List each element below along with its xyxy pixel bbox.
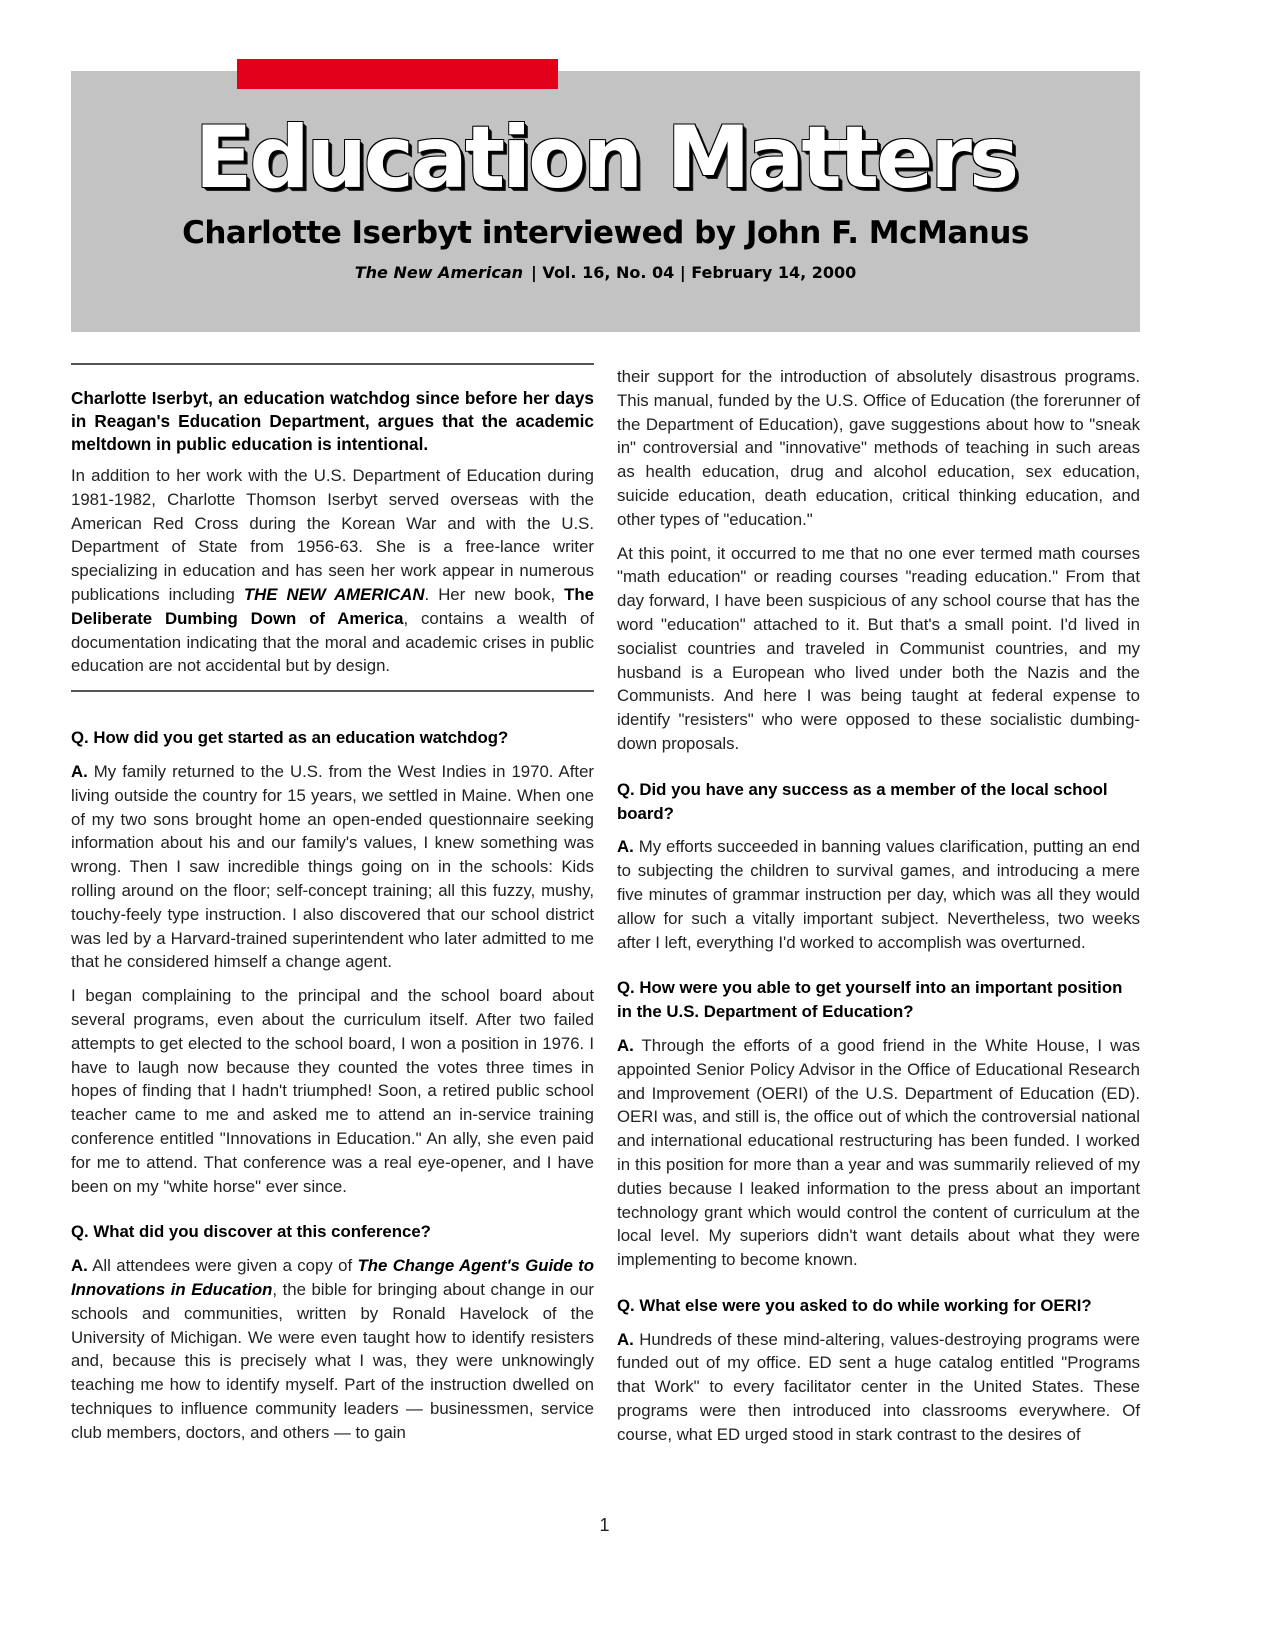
answer-marker: A. (71, 1256, 88, 1276)
article-subtitle: Charlotte Iserbyt interviewed by John F. McManus (182, 215, 1029, 251)
masthead (71, 71, 1140, 332)
divider-bottom (71, 690, 594, 692)
question-heading: Q. How did you get started as an education watchdog? (71, 728, 509, 748)
right-column (617, 365, 1140, 1457)
lede-paragraph: Charlotte Iserbyt, an education watchdog since before her days in Reagan's Education Department, argues that the academic meltdown in public education is intentional. (71, 388, 594, 454)
intro-paragraph (71, 464, 594, 678)
intro-text: , contains a wealth of documentation indicating that the moral and academic crises in public education are not accidental but by design. (71, 608, 594, 676)
answer-paragraph: At this point, it occurred to me that no one ever termed math courses "math education" or reading courses "reading education." From that day forward, I have been suspicious of any school course that has the word "education" attached to it. But that's a small point. I'd lived in socialist countries and traveled in Communist countries, and my husband is a European who lived under both the Nazis and the Communists. And here I was being taught at federal expense to identify "resisters" who were opposed to these socialistic dumbing-down proposals. (617, 543, 1140, 753)
answer-continued: their support for the introduction of absolutely disastrous programs. This manual, funded by the U.S. Office of Education (the forerunner of the Department of Education), gave suggestions about how to "sneak in" controversial and "innovative" methods of teaching in such areas as health education, drug and alcohol education, sex education, suicide education, death education, critical thinking education, and other types of "education." (617, 367, 1140, 529)
intro-text: . Her new book, (424, 584, 565, 604)
answer-text: My efforts succeeded in banning values clarification, putting an end to subjecting the children to survival games, and introducing a mere five minutes of grammar instruction per day, which was all they would allow for such a vitally important subject. Nevertheless, two weeks after I left, everything I'd worked to accomplish was overturned. (617, 837, 1140, 952)
answer-text: My family returned to the U.S. from the West Indies in 1970. After living outside the country for 15 years, we settled in Maine. When one of my two sons brought home an open-ended questionnaire seeking information about his and our family's values, I knew something was wrong. Then I saw incredible things going on in the schools: Kids rolling around on the floor; self-concept training; all this fuzzy, mushy, touchy-feely type instruction. I also discovered that our school district was led by a Harvard-trained superintendent who later admitted to me that he considered himself a change agent. (71, 761, 594, 972)
divider-top (71, 363, 594, 365)
answer-paragraph (617, 835, 1140, 954)
publication-name: The New American (354, 263, 524, 282)
intro-text: In addition to her work with the U.S. Department of Education during 1981-1982, Charlotte Thomson Iserbyt served overseas with the American Red Cross during the Korean War and with the U.S. Department of State from 1956-63. She is a free-lance writer specializing in education and has seen her work appear in numerous publications including (71, 466, 594, 604)
answer-text: , the bible for bringing about change in our schools and communities, written by Ronald Havelock of the University of Michigan. We were even taught how to identify resisters and, because this is precisely what I was, they were unknowingly teaching me how to identify myself. Part of the instruction dwelled on techniques to influence community leaders — businessmen, service club members, doctors, and others — to gain (71, 1279, 595, 1442)
magazine-section-title: Education Matters (194, 108, 1017, 208)
book-title: The Change Agent's Guide to Innovations in Education (71, 1256, 594, 1299)
answer-text: All attendees were given a copy of (87, 1256, 358, 1276)
answer-paragraph: I began complaining to the principal and the school board about several programs, even about the curriculum itself. After two failed attempts to get elected to the school board, I won a position in 1976. I have to laugh now because they counted the votes three times in hopes of finding that I hadn't triumphed! Soon, a retired public school teacher came to me and asked me to attend an in-service training conference entitled "Innovations in Education." An ally, she even paid for me to attend. That conference was a real eye-opener, and I have been on my "white horse" ever since. (71, 986, 594, 1196)
masthead-accent-bar (237, 59, 558, 89)
book-title: The Deliberate Dumbing Down of America (71, 584, 594, 628)
issue-info (71, 263, 1140, 282)
publication-mention: THE NEW AMERICAN (243, 584, 425, 604)
left-column (71, 363, 594, 1454)
answer-text: Hundreds of these mind-altering, values-destroying programs were funded out of my office. ED sent a huge catalog entitled "Programs that Work" to every facilitator center in the United States. These programs were then introduced into classrooms everywhere. Of course, what ED urged stood in stark contrast to the desires of (617, 1329, 1140, 1444)
answer-paragraph (617, 1328, 1140, 1447)
issue-details: | Vol. 16, No. 04 | February 14, 2000 (531, 263, 857, 282)
answer-marker: A. (71, 761, 88, 781)
answer-marker: A. (617, 1329, 634, 1349)
answer-paragraph (617, 1034, 1140, 1272)
page-number: 1 (599, 1515, 610, 1535)
question-heading: Q. Did you have any success as a member of the local school board? (617, 779, 1108, 823)
answer-text: Through the efforts of a good friend in the White House, I was appointed Senior Policy Advisor in the Office of Educational Research and Improvement (OERI) of the U.S. Department of Education (ED). OERI was, and still is, the office out of which the controversial national and international educational restructuring has been funded. I worked in this position for more than a year and was summarily relieved of my duties because I leaked information to the press about an important technology grant which would control the content of curriculum at the local level. My superiors didn't want details about what they were implementing to become known. (617, 1035, 1140, 1270)
answer-paragraph (71, 760, 594, 974)
question-heading: Q. How were you able to get yourself into an important position in the U.S. Department of Education? (617, 978, 1123, 1022)
answer-marker: A. (617, 1035, 634, 1055)
answer-paragraph (71, 1254, 594, 1444)
question-heading: Q. What else were you asked to do while working for OERI? (617, 1295, 1092, 1315)
answer-marker: A. (617, 837, 634, 857)
question-heading: Q. What did you discover at this conference? (71, 1222, 431, 1242)
